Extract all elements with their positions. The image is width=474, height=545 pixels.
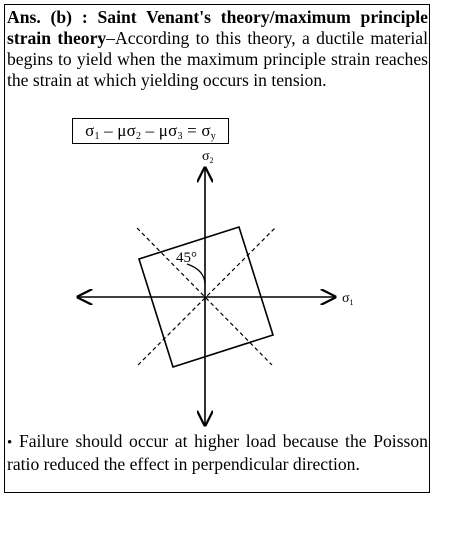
theory-title: Saint Venant's theory/maximum principle strain theory (7, 7, 428, 48)
theory-description: –According to this theory, a ductile material begins to yield when the maximum principle strain reaches the strain at which yielding occurs in tension. (7, 28, 428, 90)
mu-sigma-3: – μσ (141, 121, 178, 140)
angle-arc (187, 264, 205, 285)
sigma-2-subscript: 2 (135, 131, 142, 142)
note-paragraph (7, 431, 428, 475)
sigma-3-subscript: 3 (177, 131, 183, 142)
y-axis-label: $\sigma_2$ (202, 149, 214, 165)
bullet-icon: • (7, 435, 13, 451)
sigma-1-subscript: 1 (94, 131, 100, 142)
mu-sigma-2: – μσ (99, 121, 136, 140)
answer-label: Ans. (b) : (7, 7, 88, 27)
sigma-1: σ (85, 121, 95, 140)
x-axis-label: $\sigma_1$ (342, 291, 354, 307)
angle-label: 45° (176, 250, 197, 266)
equals-sigma-y: = σ (182, 121, 211, 140)
note-text: Failure should occur at higher load because the Poisson ratio reduced the effect in perpendicular direction. (7, 431, 428, 474)
sigma-y-subscript: y (210, 131, 216, 142)
